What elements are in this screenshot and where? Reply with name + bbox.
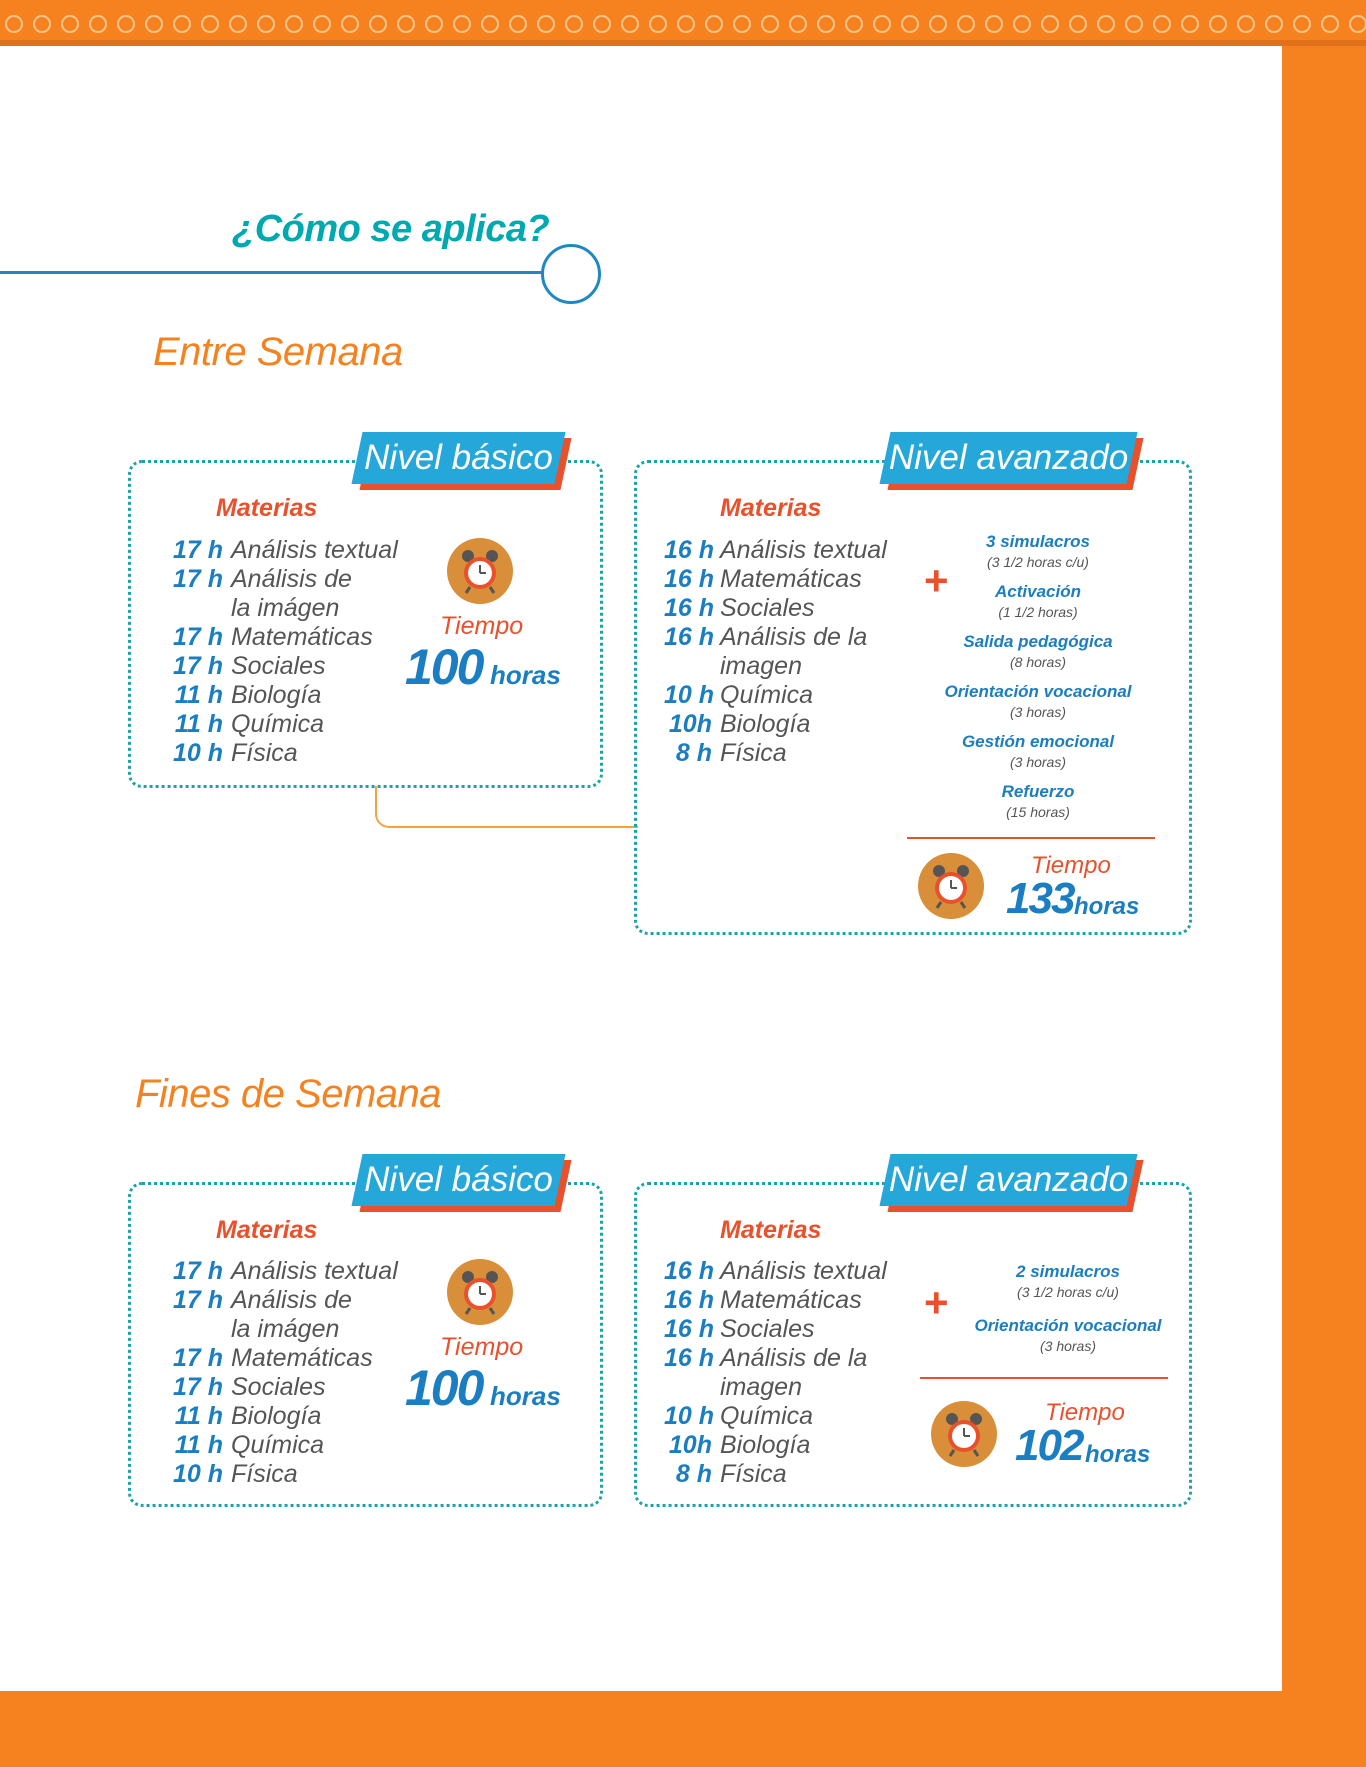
divider (920, 1377, 1168, 1379)
subject-row (162, 1315, 431, 1344)
subject-row (664, 1460, 920, 1489)
subject-row (162, 1402, 431, 1431)
subject-hours: 17 h (172, 536, 223, 564)
total-hours-unit: horas (1074, 893, 1140, 920)
subject-name: Química (720, 681, 814, 709)
extra-activity-detail: (3 horas) (1039, 1338, 1097, 1354)
subject-row (162, 1286, 431, 1315)
subject-hours: 16 h (664, 1315, 715, 1343)
subject-row (162, 1460, 431, 1489)
subject-row (664, 1402, 920, 1431)
extra-activity-detail: (3 horas) (1009, 754, 1067, 770)
level-tag-avanzado (885, 1154, 1132, 1206)
subject-row (162, 536, 431, 565)
alarm-clock-icon (446, 1258, 514, 1326)
subject-row (664, 652, 920, 681)
total-hours-value: 133 (1006, 874, 1074, 923)
subject-hours: 16 h (664, 1344, 715, 1372)
subject-row (162, 1431, 431, 1460)
tiempo-label: Tiempo (440, 612, 524, 640)
subject-name: Matemáticas (231, 623, 373, 651)
subject-row (664, 1373, 920, 1402)
level-tag-label: Nivel básico (364, 1160, 553, 1199)
subject-hours: 16 h (664, 1286, 715, 1314)
subject-row (162, 710, 431, 739)
subject-name: Análisis de la (720, 623, 868, 651)
subject-row (162, 1344, 431, 1373)
subject-hours: 17 h (172, 652, 223, 680)
total-hours-value: 100 (405, 1360, 483, 1416)
section-title: ¿Cómo se aplica? (232, 208, 550, 250)
subject-name: Química (231, 1431, 325, 1459)
extra-activity-detail: (8 horas) (1009, 654, 1067, 670)
subject-name: Física (231, 1460, 298, 1488)
subject-row (664, 1344, 920, 1373)
subject-name: Sociales (720, 594, 815, 622)
subject-row (162, 1257, 431, 1286)
subject-name: imagen (720, 652, 802, 680)
subject-hours: 10 h (664, 1402, 715, 1430)
circle-pattern (0, 0, 1366, 46)
alarm-clock-icon (930, 1400, 998, 1468)
subject-hours: 10 h (664, 681, 715, 709)
subject-hours: 17 h (172, 1257, 223, 1285)
level-tag-avanzado (885, 432, 1132, 484)
subject-hours: 17 h (172, 565, 223, 593)
subject-name: Sociales (720, 1315, 815, 1343)
subject-row (664, 623, 920, 652)
subject-name: la imágen (231, 594, 340, 622)
subject-name: Física (720, 1460, 787, 1488)
extra-activity-name: 2 simulacros (1016, 1262, 1120, 1281)
alarm-clock-icon (917, 852, 985, 920)
subject-row (664, 739, 920, 768)
subject-row (664, 594, 920, 623)
subject-name: Análisis textual (720, 536, 887, 564)
extra-activity-name: Refuerzo (1001, 782, 1075, 801)
subject-row (664, 1286, 920, 1315)
total-hours-value: 100 (405, 639, 483, 695)
subject-row (664, 1431, 920, 1460)
subject-name: Análisis textual (231, 536, 398, 564)
subject-row (162, 565, 431, 594)
subject-name: Biología (720, 1431, 811, 1459)
group-title-entre-semana: Entre Semana (153, 330, 403, 374)
extra-activity-name: Salida pedagógica (963, 632, 1113, 651)
tiempo-label: Tiempo (1045, 1399, 1125, 1426)
subject-name: Análisis textual (720, 1257, 887, 1285)
extra-activity-detail: (3 1/2 horas c/u) (987, 554, 1089, 570)
subject-row (664, 681, 920, 710)
subject-name: Física (231, 739, 298, 767)
subject-row (664, 1315, 920, 1344)
subject-hours: 11 h (174, 681, 223, 709)
subject-name: Análisis de (231, 1286, 352, 1314)
subject-name: Sociales (231, 652, 326, 680)
materias-heading: Materias (216, 1216, 318, 1244)
subject-hours: 16 h (664, 623, 715, 651)
total-hours-unit: horas (1085, 1441, 1151, 1468)
level-tag-basico (357, 432, 560, 484)
materias-heading: Materias (720, 1216, 822, 1244)
subject-hours: 8 h (675, 739, 712, 767)
subject-hours: 17 h (172, 1344, 223, 1372)
tiempo-label: Tiempo (440, 1333, 524, 1361)
subject-hours: 11 h (174, 1402, 223, 1430)
subject-hours: 17 h (172, 1373, 223, 1401)
subject-name: Matemáticas (231, 1344, 373, 1372)
subject-hours: 16 h (664, 1257, 715, 1285)
subject-hours: 16 h (664, 594, 715, 622)
subject-hours: 17 h (172, 1286, 223, 1314)
title-rule (0, 271, 543, 274)
extra-activity-name: Orientación vocacional (944, 682, 1132, 701)
total-hours-unit: horas (490, 1381, 561, 1411)
subject-name: Matemáticas (720, 1286, 862, 1314)
extra-activity-detail: (3 horas) (1009, 704, 1067, 720)
subject-name: Física (720, 739, 787, 767)
extra-activity-name: Gestión emocional (961, 732, 1115, 751)
alarm-clock-icon (446, 537, 514, 605)
subject-row (664, 710, 920, 739)
subject-row (664, 565, 920, 594)
level-tag-label: Nivel avanzado (888, 1160, 1129, 1199)
subject-name: Química (720, 1402, 814, 1430)
panel-connector (375, 786, 638, 828)
subject-name: Biología (231, 1402, 322, 1430)
extra-activity-detail: (15 horas) (1006, 804, 1070, 820)
subject-hours: 8 h (675, 1460, 712, 1488)
subject-name: Sociales (231, 1373, 326, 1401)
extra-activity-name: 3 simulacros (986, 532, 1090, 551)
subject-hours: 17 h (172, 623, 223, 651)
subject-row (162, 739, 431, 768)
subject-hours: 10h (668, 710, 712, 738)
plus-sign: + (924, 1279, 949, 1326)
divider (907, 837, 1155, 839)
subject-row (162, 681, 431, 710)
subject-row (664, 1257, 920, 1286)
total-hours-value: 102 (1015, 1421, 1083, 1470)
level-tag-label: Nivel avanzado (888, 438, 1129, 477)
total-hours-unit: horas (490, 660, 561, 690)
materias-heading: Materias (720, 494, 822, 522)
subject-name: la imágen (231, 1315, 340, 1343)
materias-heading: Materias (216, 494, 318, 522)
extra-activity-detail: (1 1/2 horas) (998, 604, 1078, 620)
group-title-fines-semana: Fines de Semana (135, 1072, 442, 1116)
subject-name: Análisis de la (720, 1344, 868, 1372)
level-tag-label: Nivel básico (364, 438, 553, 477)
subject-name: Análisis textual (231, 1257, 398, 1285)
subject-row (664, 536, 920, 565)
plus-sign: + (924, 557, 949, 604)
subject-row (162, 594, 431, 623)
subject-hours: 11 h (174, 1431, 223, 1459)
subject-row (162, 652, 431, 681)
subject-hours: 10 h (172, 739, 223, 767)
extra-activity-name: Activación (995, 582, 1081, 601)
title-rule-circle (541, 244, 601, 304)
subject-name: Biología (231, 681, 322, 709)
subject-row (162, 1373, 431, 1402)
subject-name: imagen (720, 1373, 802, 1401)
subject-hours: 10h (668, 1431, 712, 1459)
tiempo-label: Tiempo (1031, 852, 1111, 879)
subject-hours: 11 h (174, 710, 223, 738)
subject-hours: 16 h (664, 536, 715, 564)
subject-row (162, 623, 431, 652)
subject-name: Biología (720, 710, 811, 738)
subject-hours: 16 h (664, 565, 715, 593)
level-tag-basico (357, 1154, 560, 1206)
top-decorative-band (0, 0, 1366, 46)
subject-name: Matemáticas (720, 565, 862, 593)
extra-activity-detail: (3 1/2 horas c/u) (1017, 1284, 1119, 1300)
subject-name: Química (231, 710, 325, 738)
subject-hours: 10 h (172, 1460, 223, 1488)
extra-activity-name: Orientación vocacional (974, 1316, 1162, 1335)
right-decorative-band (1282, 46, 1366, 1767)
bottom-decorative-band (0, 1691, 1366, 1767)
subject-name: Análisis de (231, 565, 352, 593)
